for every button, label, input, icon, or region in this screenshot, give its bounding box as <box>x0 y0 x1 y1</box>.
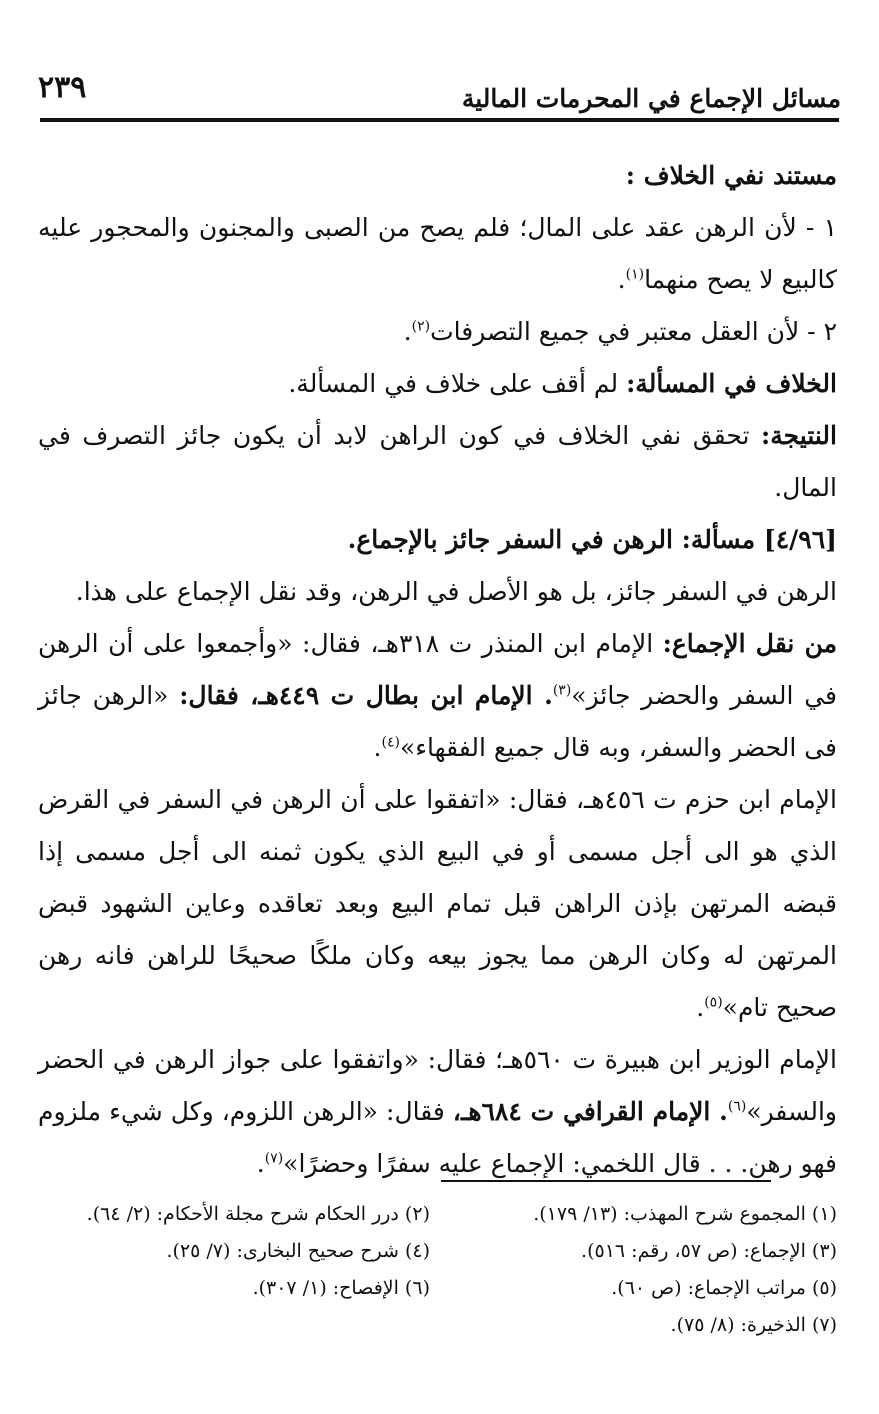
footnote-ref-4[interactable]: (٤) <box>381 734 400 751</box>
dispute-text: لم أقف على خلاف في المسألة. <box>288 369 627 398</box>
page-number: ٢٣٩ <box>38 70 87 105</box>
footnote-4: (٤) شرح صحيح البخارى: (٧/ ٢٥). <box>166 1240 430 1262</box>
running-title: مسائل الإجماع في المحرمات المالية <box>461 84 841 113</box>
wazir-paragraph: الإمام الوزير ابن هبيرة ت ٥٦٠هـ؛ فقال: «واتفقوا على جواز الرهن في الحضر والسفر»$^{(٦)}$. الإمام القرافي ت ٦٨٤هـ، فقال: «الرهن اللزوم، وكل شيء ملزوم فهو رهن. . . قال اللخمي: الإجماع عليه سفرًا وحضرًا»$^{(٧)}$. <box>38 1045 838 1178</box>
ibn-hazm-paragraph: الإمام ابن حزم ت ٤٥٦هـ، فقال: «اتفقوا على أن الرهن في السفر في القرض الذي هو الى أجل مسمى أو في البيع الذي يكون ثمنه الى أجل مسمى إذا قبضه المرتهن بإذن الراهن قبل تمام البيع وبعد تعاقده وعاين الشهود قبض المرتهن له وكان الرهن مما يجوز بيعه وكان ملكًا صحيحًا للراهن فانه رهن صحيح تام»$^{(٥)}$. <box>38 785 837 1022</box>
transmit-label: من نقل الإجماع: <box>662 629 838 658</box>
transmission-paragraph: من نقل الإجماع: الإمام ابن المنذر ت ٣١٨هـ، فقال: «وأجمعوا على أن الرهن في السفر والحضر جائز»$^{(٣)}$. الإمام ابن بطال ت ٤٤٩هـ، فقال: «الرهن جائز فى الحضر والسفر، وبه قال جميع الفقهاء»$^{(٤)}$. <box>38 629 838 762</box>
footnote-1: (١) المجموع شرح المهذب: (١٣/ ١٧٩). <box>533 1203 837 1225</box>
footnote-ref-2[interactable]: (٢) <box>411 318 431 335</box>
transmit-part-1: الإمام ابن المنذر ت ٣١٨هـ، فقال: «وأجمعوا على أن الرهن في السفر والحضر جائز» <box>38 629 837 710</box>
footnote-ref-1[interactable]: (١) <box>625 266 645 283</box>
qarafi-label: . الإمام القرافي ت ٦٨٤هـ، <box>452 1097 728 1126</box>
footnote-6: (٦) الإفصاح: (١/ ٣٠٧). <box>252 1277 430 1299</box>
reason-2-text: ٢ - لأن العقل معتبر في جميع التصرفات <box>430 317 837 346</box>
main-text <box>38 150 837 1190</box>
footnote-2: (٢) درر الحكام شرح مجلة الأحكام: (٢/ ٦٤). <box>86 1203 430 1225</box>
footnotes-column-right <box>437 1196 837 1344</box>
wazir-text: الإمام الوزير ابن هبيرة ت ٥٦٠هـ؛ فقال: «واتفقوا على جواز الرهن في الحضر والسفر» <box>38 1045 838 1126</box>
result-paragraph <box>38 410 837 514</box>
basis-heading: مستند نفي الخلاف : <box>625 161 837 190</box>
dispute-label: الخلاف في المسألة: <box>626 369 837 398</box>
transmit-part-2: . الإمام ابن بطال ت ٤٤٩هـ، فقال: <box>179 681 553 710</box>
reason-1: ١ - لأن الرهن عقد على المال؛ فلم يصح من الصبى والمجنون والمحجور عليه كالبيع لا يصح منهما$^{(١)}$. <box>38 213 837 294</box>
header-rule <box>40 118 839 122</box>
qarafi-text: فقال: «الرهن اللزوم، وكل شيء ملزوم فهو رهن. . . قال اللخمي: الإجماع عليه سفرًا وحضرًا» <box>38 1097 837 1178</box>
reason-2: ٢ - لأن العقل معتبر في جميع التصرفات$^{(٢)}$. <box>403 317 837 346</box>
footnotes-column-left <box>30 1196 430 1307</box>
footnote-7: (٧) الذخيرة: (٨/ ٧٥). <box>670 1314 837 1336</box>
footnote-3: (٣) الإجماع: (ص ٥٧، رقم: ٥١٦). <box>581 1240 837 1262</box>
footnote-ref-3[interactable]: (٣) <box>552 682 572 699</box>
result-text: تحقق نفي الخلاف في كون الراهن لابد أن يكون جائز التصرف في المال. <box>38 421 837 502</box>
result-label: النتيجة: <box>761 421 837 450</box>
footnote-ref-6[interactable]: (٦) <box>727 1098 747 1115</box>
footnote-ref-7[interactable]: (٧) <box>264 1150 284 1167</box>
page-header <box>38 64 841 124</box>
transmit-part-3: «الرهن جائز فى الحضر والسفر، وبه قال جميع الفقهاء» <box>38 681 837 762</box>
issue-intro: الرهن في السفر جائز، بل هو الأصل في الرهن، وقد نقل الإجماع على هذا. <box>75 577 837 606</box>
reason-1-text: ١ - لأن الرهن عقد على المال؛ فلم يصح من الصبى والمجنون والمحجور عليه كالبيع لا يصح منهما <box>38 213 837 294</box>
dispute-paragraph <box>38 358 837 410</box>
issue-heading: [٤/٩٦] مسألة: الرهن في السفر جائز بالإجماع. <box>347 525 837 554</box>
footnote-separator <box>441 1180 771 1182</box>
ibn-hazm-text: الإمام ابن حزم ت ٤٥٦هـ، فقال: «اتفقوا على أن الرهن في السفر في القرض الذي هو الى أجل مسمى أو في البيع الذي يكون ثمنه الى أجل مسمى إذا قبضه المرتهن بإذن الراهن قبل تمام البيع وبعد تعاقده وعاين الشهود قبض المرتهن له وكان الرهن مما يجوز بيعه وكان ملكًا صحيحًا للراهن فانه رهن صحيح تام» <box>38 785 837 1022</box>
footnote-5: (٥) مراتب الإجماع: (ص ٦٠). <box>611 1277 837 1299</box>
footnote-ref-5[interactable]: (٥) <box>704 994 723 1011</box>
